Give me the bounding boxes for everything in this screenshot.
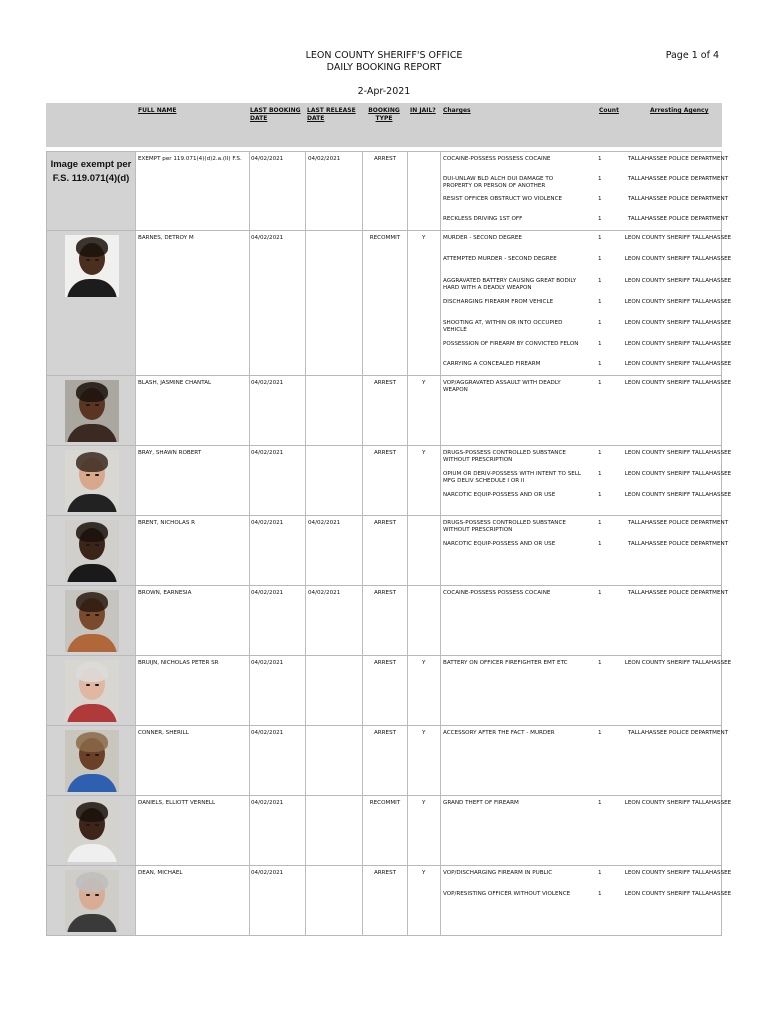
last-release-date: 04/02/2021 <box>308 590 341 596</box>
charge-description: GRAND THEFT OF FIREARM <box>443 800 519 806</box>
charge-count: 1 <box>598 256 602 262</box>
last-booking-date: 04/02/2021 <box>251 380 284 386</box>
full-name: EXEMPT per 119.071(4)(d)2.a.(II) F.S. <box>138 156 242 162</box>
mugshot-shape <box>86 684 90 686</box>
last-release-date: 04/02/2021 <box>308 520 341 526</box>
arresting-agency: LEON COUNTY SHERIFF TALLAHASSEE <box>624 492 732 498</box>
mugshot-shape <box>86 894 90 896</box>
column-divider <box>135 586 136 655</box>
arresting-agency: LEON COUNTY SHERIFF TALLAHASSEE <box>624 361 732 367</box>
column-divider <box>305 376 306 445</box>
mugshot-photo <box>65 660 119 722</box>
charge-count: 1 <box>598 660 602 666</box>
column-divider <box>135 726 136 795</box>
booking-type: ARREST <box>373 520 397 526</box>
booking-record <box>46 376 732 446</box>
arresting-agency: TALLAHASSEE POLICE DEPARTMENT <box>627 590 729 596</box>
charge-count: 1 <box>598 176 602 182</box>
arresting-agency: TALLAHASSEE POLICE DEPARTMENT <box>627 196 729 202</box>
mugshot-shape <box>95 614 99 616</box>
charge-count: 1 <box>598 235 602 241</box>
charge-description: VOP/RESISTING OFFICER WITHOUT VIOLENCE <box>443 891 571 897</box>
column-divider <box>135 231 136 375</box>
mugshot-shape <box>86 824 90 826</box>
in-jail-flag: Y <box>422 235 426 241</box>
column-divider <box>407 376 408 445</box>
column-divider <box>407 866 408 935</box>
mugshot-shape <box>86 544 90 546</box>
charge-description: VOP/DISCHARGING FIREARM IN PUBLIC <box>443 870 553 876</box>
column-divider <box>440 152 441 230</box>
mugshot-shape <box>86 259 90 261</box>
mugshot-shape <box>86 754 90 756</box>
col-arresting-agency: Arresting Agency <box>650 107 709 114</box>
charge-count: 1 <box>598 730 602 736</box>
column-divider <box>362 152 363 230</box>
booking-table <box>46 103 732 936</box>
charge-count: 1 <box>598 196 602 202</box>
column-divider <box>249 866 250 935</box>
photo-exempt-notice: Image exempt per F.S. 119.071(4)(d) <box>50 159 132 184</box>
col-in-jail: IN JAIL? <box>410 107 436 114</box>
booking-type: RECOMMIT <box>369 235 401 241</box>
arresting-agency: TALLAHASSEE POLICE DEPARTMENT <box>627 156 729 162</box>
charge-description: ACCESSORY AFTER THE FACT - MURDER <box>443 730 555 736</box>
column-divider <box>440 376 441 445</box>
mugshot-shape <box>76 802 108 822</box>
mugshot-shape <box>95 894 99 896</box>
column-divider <box>305 231 306 375</box>
full-name: BLASH, JASMINE CHANTAL <box>138 380 212 386</box>
arresting-agency: LEON COUNTY SHERIFF TALLAHASSEE <box>624 299 732 305</box>
booking-type: ARREST <box>373 156 397 162</box>
mugshot-shape <box>76 592 108 612</box>
charge-count: 1 <box>598 492 602 498</box>
arresting-agency: LEON COUNTY SHERIFF TALLAHASSEE <box>624 320 732 326</box>
mugshot-shape <box>86 404 90 406</box>
column-header-row <box>46 103 722 147</box>
mugshot-shape <box>76 452 108 472</box>
photo-cell <box>47 796 135 865</box>
charge-description: ATTEMPTED MURDER - SECOND DEGREE <box>443 256 557 262</box>
page-number: Page 1 of 4 <box>665 50 719 61</box>
mugshot-shape <box>86 474 90 476</box>
booking-record <box>46 446 732 516</box>
column-divider <box>249 656 250 725</box>
charge-count: 1 <box>598 156 602 162</box>
charge-description: BATTERY ON OFFICER FIREFIGHTER EMT ETC <box>443 660 568 666</box>
mugshot-shape <box>95 474 99 476</box>
photo-cell <box>47 446 135 515</box>
last-booking-date: 04/02/2021 <box>251 235 284 241</box>
photo-cell <box>47 866 135 935</box>
booking-record <box>46 656 732 726</box>
in-jail-flag: Y <box>422 660 426 666</box>
booking-type: RECOMMIT <box>369 800 401 806</box>
column-divider <box>305 516 306 585</box>
report-date: 2-Apr-2021 <box>357 86 411 97</box>
mugshot-shape <box>76 732 108 752</box>
mugshot-shape <box>95 544 99 546</box>
charge-count: 1 <box>598 520 602 526</box>
column-divider <box>249 586 250 655</box>
column-divider <box>407 231 408 375</box>
full-name: BARNES, DETROY M <box>138 235 194 241</box>
charge-description: MURDER - SECOND DEGREE <box>443 235 522 241</box>
column-divider <box>440 446 441 515</box>
column-divider <box>135 866 136 935</box>
charge-description: OPIUM OR DERIV-POSSESS WITH INTENT TO SELL MFG DELIV SCHEDULE I OR II <box>443 471 582 484</box>
last-release-date: 04/02/2021 <box>308 156 341 162</box>
last-booking-date: 04/02/2021 <box>251 800 284 806</box>
in-jail-flag: Y <box>422 800 426 806</box>
charge-description: NARCOTIC EQUIP-POSSESS AND OR USE <box>443 541 556 547</box>
photo-cell <box>47 726 135 795</box>
booking-record <box>46 796 732 866</box>
booking-type: ARREST <box>373 380 397 386</box>
booking-record <box>46 726 729 796</box>
office-name: LEON COUNTY SHERIFF'S OFFICE <box>305 50 463 61</box>
booking-type: ARREST <box>373 590 397 596</box>
mugshot-photo <box>65 450 119 512</box>
full-name: CONNER, SHERILL <box>138 730 189 736</box>
charge-description: VOP/AGGRAVATED ASSAULT WITH DEADLY WEAPON <box>443 380 561 393</box>
photo-cell <box>47 656 135 725</box>
arresting-agency: LEON COUNTY SHERIFF TALLAHASSEE <box>624 870 732 876</box>
last-booking-date: 04/02/2021 <box>251 660 284 666</box>
mugshot-shape <box>95 824 99 826</box>
arresting-agency: LEON COUNTY SHERIFF TALLAHASSEE <box>624 380 732 386</box>
arresting-agency: LEON COUNTY SHERIFF TALLAHASSEE <box>624 891 732 897</box>
charge-count: 1 <box>598 541 602 547</box>
column-divider <box>407 586 408 655</box>
in-jail-flag: Y <box>422 870 426 876</box>
column-divider <box>407 656 408 725</box>
mugshot-photo <box>65 590 119 652</box>
column-divider <box>407 446 408 515</box>
column-divider <box>407 152 408 230</box>
charge-count: 1 <box>598 299 602 305</box>
booking-type: ARREST <box>373 870 397 876</box>
charge-description: POSSESSION OF FIREARM BY CONVICTED FELON <box>443 341 579 347</box>
column-divider <box>249 376 250 445</box>
photo-cell <box>47 586 135 655</box>
full-name: BRAY, SHAWN ROBERT <box>138 450 202 456</box>
column-divider <box>440 796 441 865</box>
arresting-agency: LEON COUNTY SHERIFF TALLAHASSEE <box>624 235 732 241</box>
column-divider <box>135 446 136 515</box>
column-divider <box>440 516 441 585</box>
mugshot-shape <box>86 614 90 616</box>
arresting-agency: TALLAHASSEE POLICE DEPARTMENT <box>627 541 729 547</box>
column-divider <box>305 446 306 515</box>
arresting-agency: LEON COUNTY SHERIFF TALLAHASSEE <box>624 256 732 262</box>
column-divider <box>440 866 441 935</box>
full-name: DEAN, MICHAEL <box>138 870 183 876</box>
arresting-agency: LEON COUNTY SHERIFF TALLAHASSEE <box>624 341 732 347</box>
last-booking-date: 04/02/2021 <box>251 450 284 456</box>
booking-record <box>46 516 729 586</box>
report-header-title <box>0 50 768 74</box>
mugshot-shape <box>95 404 99 406</box>
arresting-agency: LEON COUNTY SHERIFF TALLAHASSEE <box>624 660 732 666</box>
column-divider <box>305 796 306 865</box>
charge-count: 1 <box>598 361 602 367</box>
column-divider <box>305 726 306 795</box>
column-divider <box>135 376 136 445</box>
last-booking-date: 04/02/2021 <box>251 870 284 876</box>
charge-count: 1 <box>598 216 602 222</box>
charge-description: CARRYING A CONCEALED FIREARM <box>443 361 541 367</box>
charge-description: SHOOTING AT, WITHIN OR INTO OCCUPIED VEHICLE <box>443 320 563 333</box>
in-jail-flag: Y <box>422 380 426 386</box>
last-booking-date: 04/02/2021 <box>251 730 284 736</box>
column-divider <box>135 516 136 585</box>
charge-description: DRUGS-POSSESS CONTROLLED SUBSTANCE WITHOUT PRESCRIPTION <box>443 520 566 533</box>
arresting-agency: TALLAHASSEE POLICE DEPARTMENT <box>627 730 729 736</box>
full-name: BRENT, NICHOLAS R <box>138 520 196 526</box>
charge-description: NARCOTIC EQUIP-POSSESS AND OR USE <box>443 492 556 498</box>
mugshot-photo <box>65 235 119 297</box>
column-divider <box>249 726 250 795</box>
mugshot-shape <box>76 522 108 542</box>
photo-cell <box>47 231 135 375</box>
mugshot-photo <box>65 520 119 582</box>
mugshot-shape <box>76 662 108 682</box>
charge-description: AGGRAVATED BATTERY CAUSING GREAT BODILY HARD WITH A DEADLY WEAPON <box>443 278 577 291</box>
arresting-agency: TALLAHASSEE POLICE DEPARTMENT <box>627 216 729 222</box>
last-booking-date: 04/02/2021 <box>251 590 284 596</box>
full-name: BRUIJN, NICHOLAS PETER SR <box>138 660 219 666</box>
booking-record <box>46 866 732 936</box>
mugshot-photo <box>65 730 119 792</box>
charge-description: COCAINE-POSSESS POSSESS COCAINE <box>443 156 551 162</box>
column-divider <box>249 446 250 515</box>
full-name: DANIELS, ELLIOTT VERNELL <box>138 800 216 806</box>
col-full-name: FULL NAME <box>138 107 177 114</box>
report-title: DAILY BOOKING REPORT <box>326 62 442 73</box>
mugshot-photo <box>65 870 119 932</box>
col-count: Count <box>599 107 619 114</box>
in-jail-flag: Y <box>422 730 426 736</box>
col-last-booking: LAST BOOKING DATE <box>250 107 301 122</box>
column-divider <box>249 152 250 230</box>
col-booking-type: BOOKING TYPE <box>368 107 400 122</box>
column-divider <box>440 656 441 725</box>
arresting-agency: LEON COUNTY SHERIFF TALLAHASSEE <box>624 450 732 456</box>
full-name: BROWN, EARNESIA <box>138 590 192 596</box>
mugshot-photo <box>65 800 119 862</box>
booking-record <box>46 231 732 376</box>
column-divider <box>440 586 441 655</box>
charge-count: 1 <box>598 590 602 596</box>
in-jail-flag: Y <box>422 450 426 456</box>
charge-count: 1 <box>598 341 602 347</box>
mugshot-shape <box>76 237 108 257</box>
arresting-agency: TALLAHASSEE POLICE DEPARTMENT <box>627 176 729 182</box>
mugshot-shape <box>76 872 108 892</box>
column-divider <box>362 231 363 375</box>
column-divider <box>249 231 250 375</box>
charge-count: 1 <box>598 320 602 326</box>
column-divider <box>440 231 441 375</box>
booking-type: ARREST <box>373 730 397 736</box>
arresting-agency: LEON COUNTY SHERIFF TALLAHASSEE <box>624 471 732 477</box>
booking-type: ARREST <box>373 450 397 456</box>
charge-count: 1 <box>598 800 602 806</box>
column-divider <box>440 726 441 795</box>
column-divider <box>407 516 408 585</box>
col-last-release: LAST RELEASE DATE <box>307 107 356 122</box>
col-charges: Charges <box>443 107 471 114</box>
column-divider <box>407 796 408 865</box>
column-divider <box>305 656 306 725</box>
last-booking-date: 04/02/2021 <box>251 156 284 162</box>
arresting-agency: LEON COUNTY SHERIFF TALLAHASSEE <box>624 278 732 284</box>
booking-record <box>46 586 729 656</box>
column-divider <box>249 796 250 865</box>
charge-count: 1 <box>598 870 602 876</box>
charge-count: 1 <box>598 278 602 284</box>
column-divider <box>135 796 136 865</box>
column-divider <box>135 656 136 725</box>
charge-count: 1 <box>598 380 602 386</box>
arresting-agency: TALLAHASSEE POLICE DEPARTMENT <box>627 520 729 526</box>
charge-description: COCAINE-POSSESS POSSESS COCAINE <box>443 590 551 596</box>
charge-count: 1 <box>598 471 602 477</box>
mugshot-shape <box>95 684 99 686</box>
photo-cell <box>47 152 135 230</box>
charge-description: RECKLESS DRIVING 1ST OFF <box>443 216 523 222</box>
arresting-agency: LEON COUNTY SHERIFF TALLAHASSEE <box>624 800 732 806</box>
mugshot-shape <box>76 382 108 402</box>
charge-count: 1 <box>598 891 602 897</box>
booking-type: ARREST <box>373 660 397 666</box>
charge-description: RESIST OFFICER OBSTRUCT WO VIOLENCE <box>443 196 563 202</box>
last-booking-date: 04/02/2021 <box>251 520 284 526</box>
mugshot-shape <box>95 259 99 261</box>
column-divider <box>249 516 250 585</box>
mugshot-photo <box>65 380 119 442</box>
photo-cell <box>47 516 135 585</box>
booking-record <box>46 151 729 231</box>
mugshot-shape <box>95 754 99 756</box>
photo-cell <box>47 376 135 445</box>
column-divider <box>305 152 306 230</box>
column-divider <box>407 726 408 795</box>
charge-description: DISCHARGING FIREARM FROM VEHICLE <box>443 299 554 305</box>
charge-description: DUI-UNLAW BLD ALCH DUI DAMAGE TO PROPERTY OR PERSON OF ANOTHER <box>443 176 554 189</box>
charge-description: DRUGS-POSSESS CONTROLLED SUBSTANCE WITHOUT PRESCRIPTION <box>443 450 566 463</box>
column-divider <box>305 866 306 935</box>
column-divider <box>135 152 136 230</box>
charge-count: 1 <box>598 450 602 456</box>
column-divider <box>305 586 306 655</box>
records-list <box>46 151 732 936</box>
